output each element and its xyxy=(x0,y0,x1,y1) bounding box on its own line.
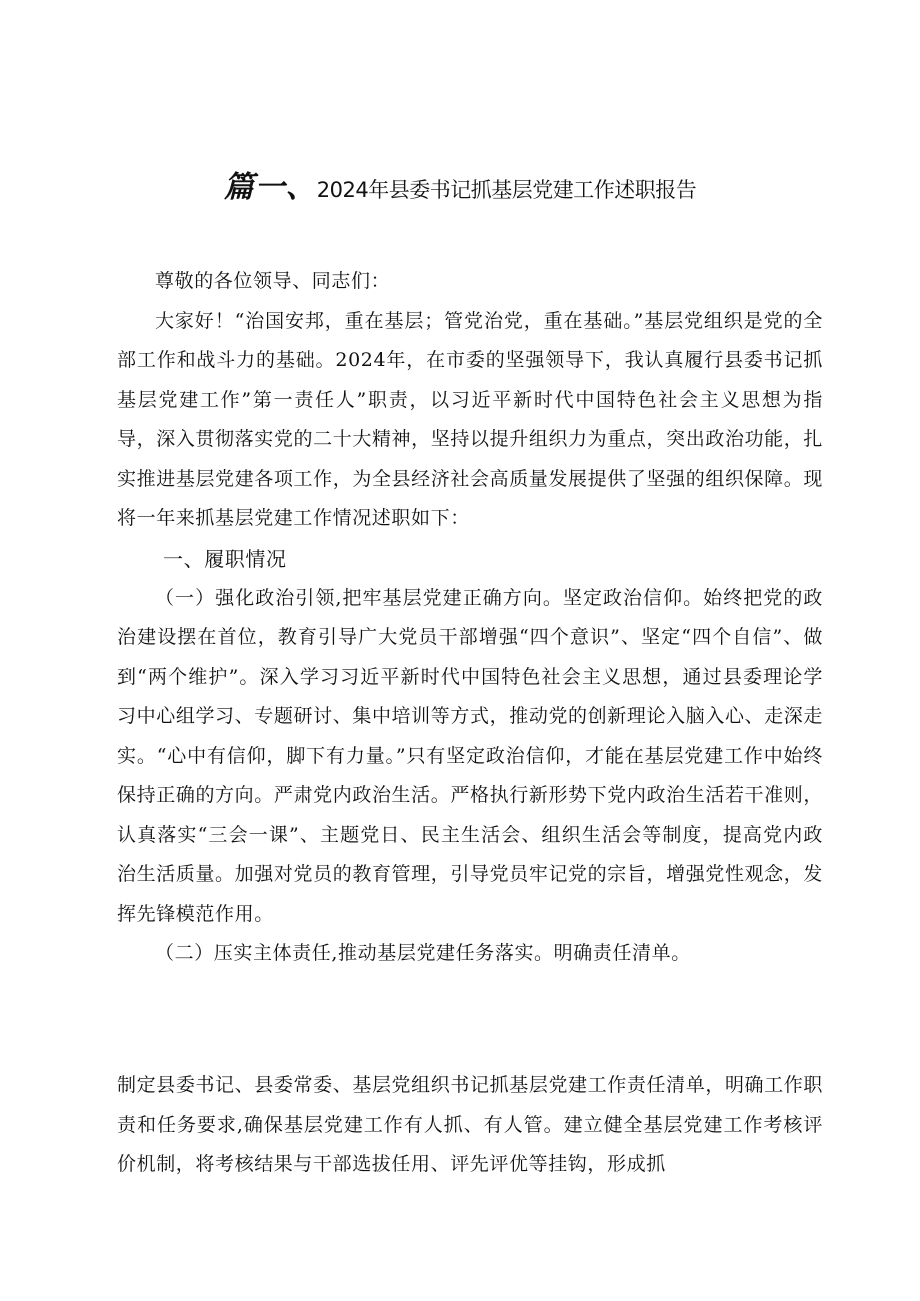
body-lower xyxy=(117,1066,823,1185)
paragraph-main-responsibility: （二）压实主体责任,推动基层党建任务落实。明确责任清单。 xyxy=(155,942,691,964)
body-upper xyxy=(117,262,823,974)
paragraph-responsibility-list: 制定县委书记、县委常委、基层党组织书记抓基层党建工作责任清单，明确工作职责和任务要求,确保基层党建工作有人抓、有人管。建立健全基层党建工作考核评价机制，将考核结果与干部选拔任用、评先评优等挂钩，形成抓 xyxy=(117,1074,823,1175)
paragraph-political-leadership: （一）强化政治引领,把牢基层党建正确方向。坚定政治信仰。始终把党的政治建设摆在首位，教育引导广大党员干部增强“四个意识”、坚定“四个自信”、做到“两个维护”。深入学习习近平新时代中国特色社会主义思想，通过县委理论学习中心组学习、专题研讨、集中培训等方式，推动党的创新理论入脑入心、走深走实。“心中有信仰，脚下有力量。”只有坚定政治信仰，才能在基层党建工作中始终保持正确的方向。严肃党内政治生活。严格执行新形势下党内政治生活若干准则，认真落实“三会一课”、主题党日、民主生活会、组织生活会等制度，提高党内政治生活质量。加强对党员的教育管理，引导党员牢记党的宗旨，增强党性观念，发挥先锋模范作用。 xyxy=(117,586,823,925)
paragraph-intro: 大家好！“治国安邦，重在基层；管党治党，重在基础。”基层党组织是党的全部工作和战斗力的基础。2024年，在市委的坚强领导下，我认真履行县委书记抓基层党建工作”第一责任人”职责，以习近平新时代中国特色社会主义思想为指导，深入贯彻落实党的二十大精神，坚持以提升组织力为重点，突出政治功能，扎实推进基层党建各项工作，为全县经济社会高质量发展提供了坚强的组织保障。现将一年来抓基层党建工作情况述职如下： xyxy=(117,309,823,529)
title-prefix: 篇一、 xyxy=(223,170,317,205)
title-main: 2024年县委书记抓基层党建工作述职报告 xyxy=(316,178,697,202)
section-heading-duties: 一、履职情况 xyxy=(163,546,287,571)
document-title xyxy=(0,168,920,212)
salutation: 尊敬的各位领导、同志们： xyxy=(155,270,391,292)
